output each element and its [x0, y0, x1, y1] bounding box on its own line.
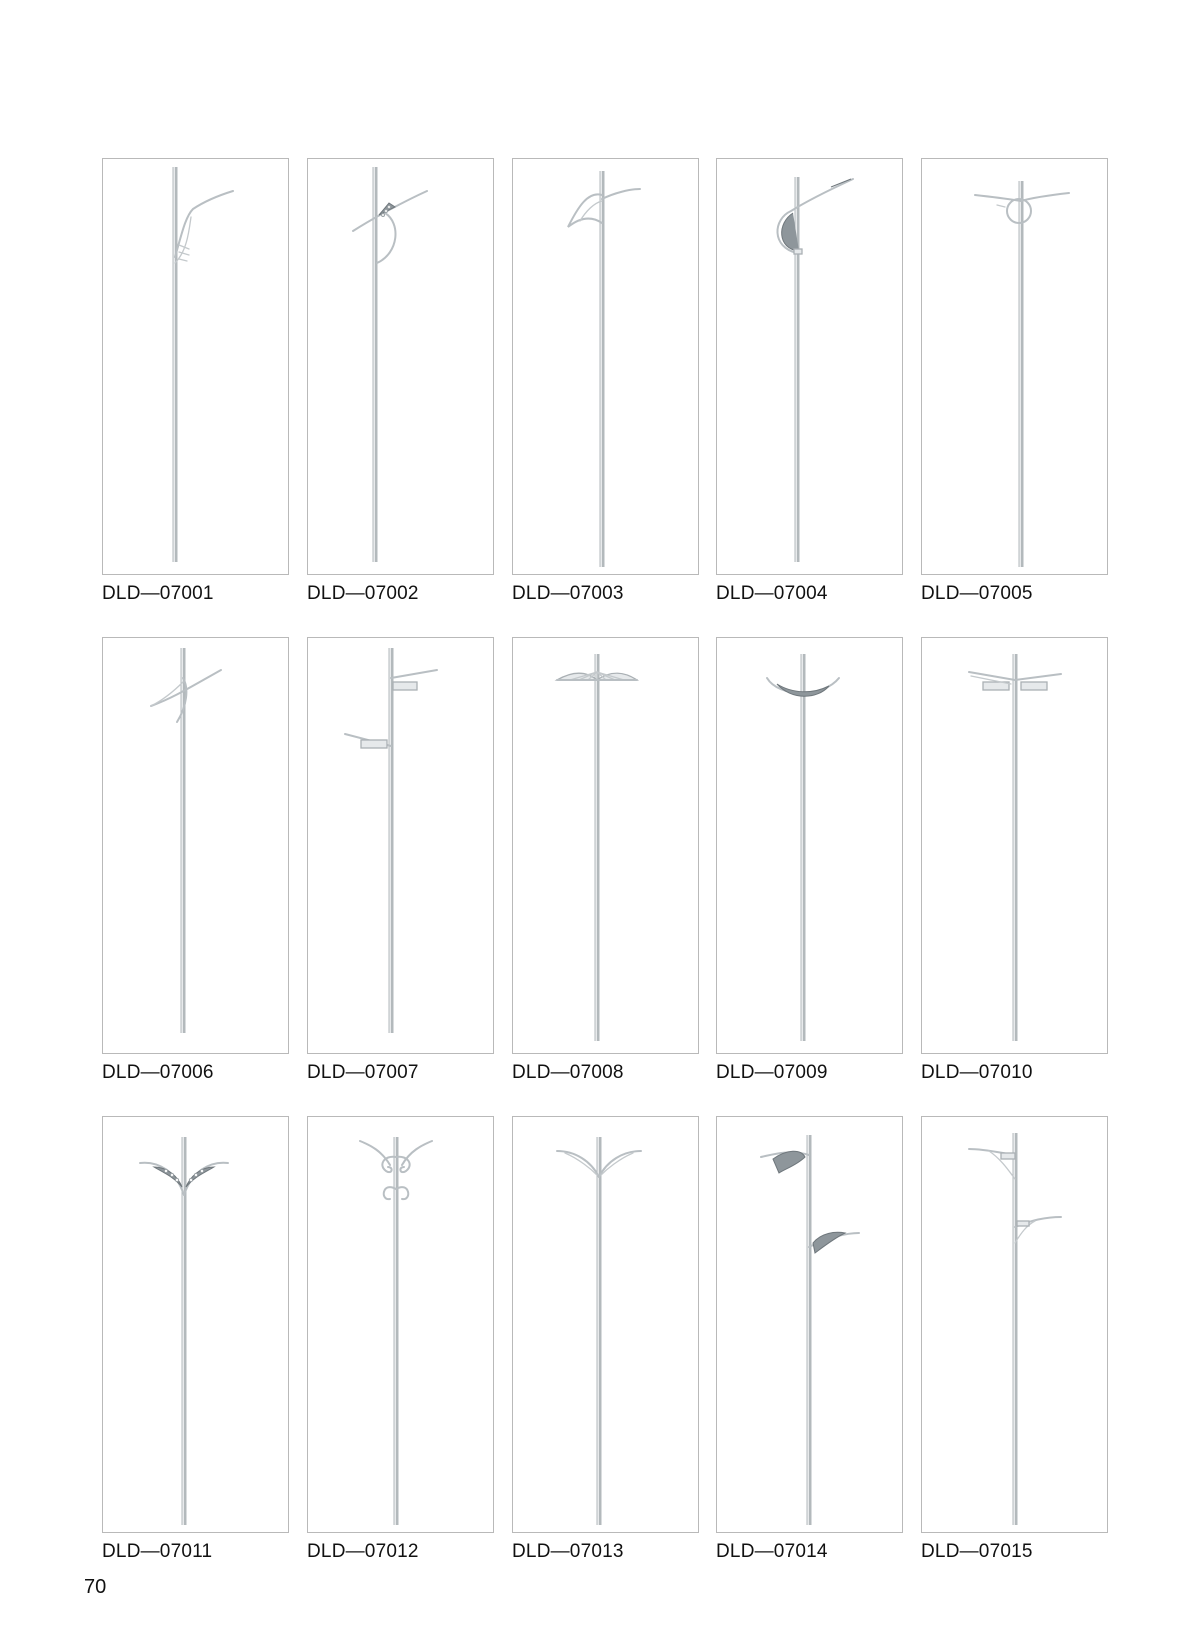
- product-code: DLD—07009: [716, 1062, 828, 1083]
- lamp-led: [385, 210, 388, 213]
- product-image-frame: [102, 158, 289, 575]
- lower-lamp: [813, 1232, 845, 1253]
- product-image-frame: [512, 637, 699, 1054]
- product-code: DLD—07013: [512, 1541, 624, 1562]
- product-code: DLD—07003: [512, 583, 624, 604]
- product-code: DLD—07007: [307, 1062, 419, 1083]
- street-lamp-drawing: [513, 1117, 700, 1534]
- right-arm: [402, 1141, 432, 1165]
- lamp-fixture: [151, 670, 221, 722]
- lamp-led: [175, 1178, 178, 1181]
- arm-clamp: [794, 249, 802, 254]
- product-image-frame: [716, 1116, 903, 1533]
- product-image-frame: [716, 158, 903, 575]
- upper-lamp-box: [1001, 1153, 1015, 1159]
- product-code: DLD—07008: [512, 1062, 624, 1083]
- street-lamp-drawing: [308, 638, 495, 1055]
- street-lamp-drawing: [717, 638, 904, 1055]
- product-image-frame: [102, 1116, 289, 1533]
- page-number: 70: [84, 1576, 107, 1598]
- lamp-fixture: [777, 179, 853, 254]
- right-leaf: [599, 1151, 641, 1177]
- street-lamp-drawing: [513, 159, 700, 576]
- product-image-frame: [512, 1116, 699, 1533]
- product-image-frame: [102, 637, 289, 1054]
- upper-arm: [391, 670, 437, 678]
- product-image-frame: [307, 637, 494, 1054]
- street-lamp-drawing: [308, 159, 495, 576]
- right-lamp-box: [1021, 682, 1047, 690]
- product-code: DLD—07011: [102, 1541, 213, 1562]
- lamp-fixture: [175, 191, 233, 263]
- street-lamp-drawing: [513, 638, 700, 1055]
- lamp-fixture: [557, 672, 637, 680]
- street-lamp-drawing: [103, 1117, 290, 1534]
- product-code: DLD—07010: [921, 1062, 1033, 1083]
- product-code: DLD—07015: [921, 1541, 1033, 1562]
- street-lamp-drawing: [103, 638, 290, 1055]
- lamp-led: [382, 214, 385, 217]
- lamp-led: [388, 206, 391, 209]
- product-image-frame: [512, 158, 699, 575]
- arm-detail: [997, 205, 1005, 207]
- hook-arm: [568, 194, 602, 227]
- lamp-arm: [602, 189, 640, 199]
- street-lamp-drawing: [922, 159, 1109, 576]
- lamp-led: [164, 1169, 167, 1172]
- product-code: DLD—07004: [716, 583, 828, 604]
- product-image-frame: [307, 1116, 494, 1533]
- product-code: DLD—07014: [716, 1541, 828, 1562]
- right-leaf-detail: [601, 1153, 633, 1175]
- street-lamp-drawing: [308, 1117, 495, 1534]
- product-code: DLD—07005: [921, 583, 1033, 604]
- product-code: DLD—07002: [307, 583, 419, 604]
- product-image-frame: [921, 637, 1108, 1054]
- street-lamp-drawing: [922, 1117, 1109, 1534]
- lamp-led: [170, 1173, 173, 1176]
- product-image-frame: [307, 158, 494, 575]
- product-image-frame: [921, 158, 1108, 575]
- product-code: DLD—07012: [307, 1541, 419, 1562]
- lamp-led: [189, 1178, 192, 1181]
- lower-lamp-box: [361, 740, 387, 748]
- lower-lamp-box: [1017, 1221, 1029, 1226]
- left-arm: [360, 1141, 390, 1165]
- upper-lamp-box: [393, 682, 417, 690]
- ring-brace: [377, 213, 395, 263]
- product-image-frame: [921, 1116, 1108, 1533]
- left-leaf-detail: [565, 1153, 597, 1175]
- street-lamp-drawing: [717, 1117, 904, 1534]
- lamp-led: [194, 1173, 197, 1176]
- lamp-head: [831, 179, 851, 187]
- product-image-frame: [716, 637, 903, 1054]
- street-lamp-drawing: [103, 159, 290, 576]
- lamp-fixture: [353, 191, 427, 263]
- product-code: DLD—07001: [102, 583, 214, 604]
- street-lamp-drawing: [717, 159, 904, 576]
- arm-detail: [179, 245, 189, 261]
- lamp-led: [200, 1169, 203, 1172]
- street-lamp-drawing: [922, 638, 1109, 1055]
- product-code: DLD—07006: [102, 1062, 214, 1083]
- lamp-arm: [353, 191, 427, 231]
- left-leaf: [557, 1151, 599, 1177]
